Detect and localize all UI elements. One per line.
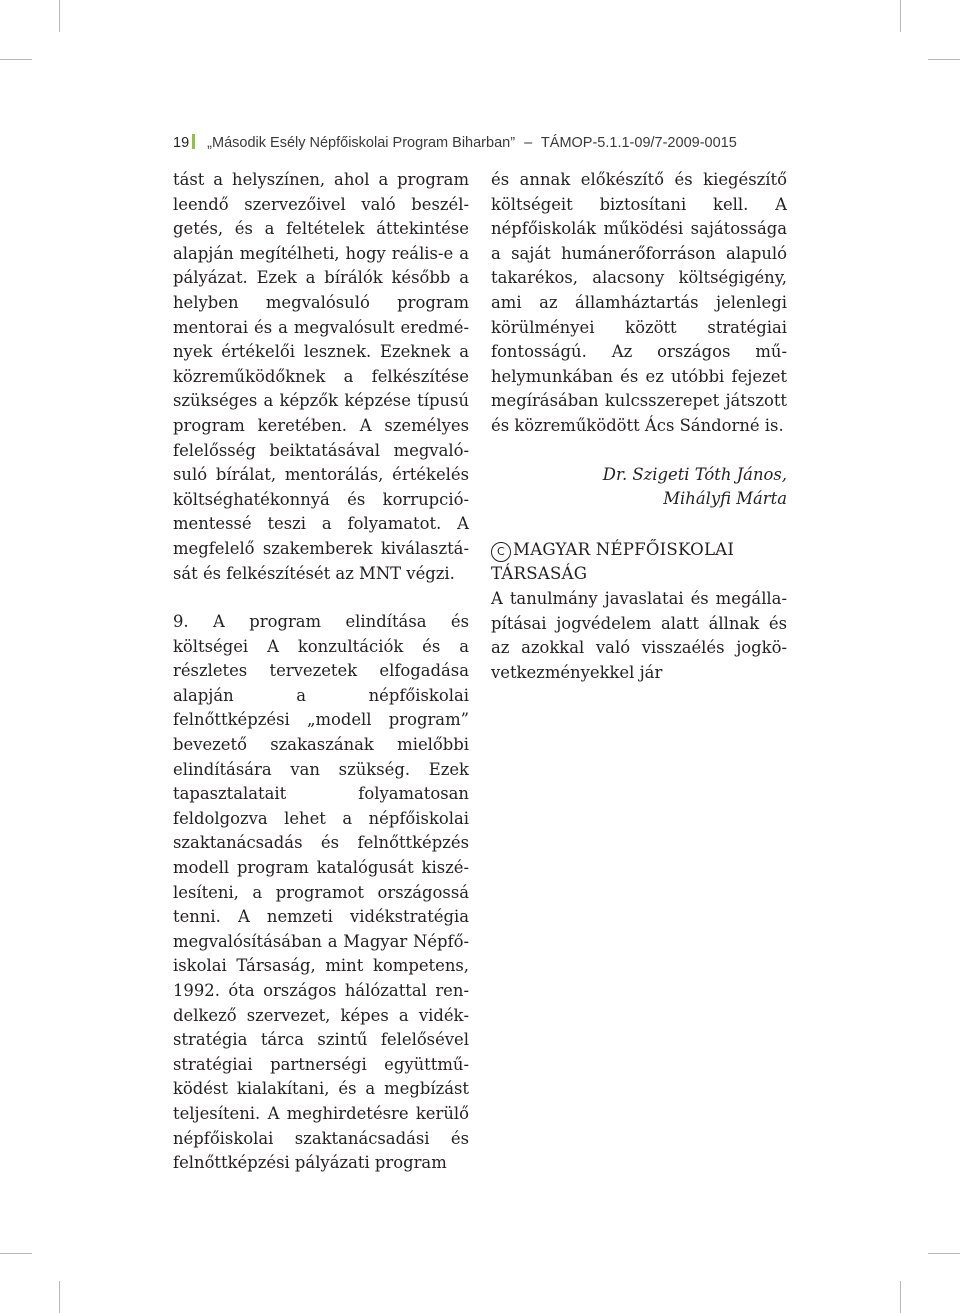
header-title: „Második Esély Népfőiskolai Program Biharban” (207, 135, 516, 151)
body-paragraph: 9. A program elindítása és költségei A konzultációk és a részletes tervezetek elfogadása alapján a népfőiskolai felnőttképzési „modell program” bevezető szakaszának mielőbbi elindítására van szükség. Ezek tapasztalatait folyamatosan feldolgozva lehet a népfőiskolai szaktanácsadás és felnőttképzés modell program katalógusát kiszélesíteni, a programot országossá tenni. A nemzeti vidékstratégia megvalósításában a Magyar Népfőiskolai Társaság, mint kompetens, 1992. óta országos hálózattal rendelkező szervezet, képes a vidékstratégia tárca szintű felelősével stratégiai partnerségi együttműködést kialakítani, és a megbízást teljesíteni. A meghirdetésre kerülő népfőiskolai szaktanácsadási és felnőttképzési pályázati program (173, 612, 469, 1173)
copyright-heading-text: MAGYAR NÉPFŐISKOLAI TÁRSASÁG (491, 539, 735, 584)
body-paragraph: és annak előkészítő és kiegészítő költségeit biztosítani kell. A népfőiskolák működési sajátossága a saját humánerőforráson alapuló takarékos, alacsony költségigény, ami az államháztartás jelenlegi körülményei között stratégiai fontosságú. Az országos műhelymunkában és ez utóbbi fejezet megírásában kulcsszerepet játszott és közreműködött Ács Sándorné is. (491, 170, 787, 435)
crop-mark (928, 59, 960, 60)
crop-mark (59, 1281, 60, 1313)
copyright-heading (491, 538, 787, 587)
header-separator: – (524, 135, 533, 151)
header-accent-bar (192, 134, 195, 149)
page-number: 19 (173, 135, 190, 151)
right-column (491, 168, 787, 685)
crop-mark (0, 1253, 32, 1254)
running-header (173, 133, 793, 153)
crop-mark (900, 1281, 901, 1313)
author-line: Dr. Szigeti Tóth János, (602, 464, 787, 484)
author-line: Mihályfi Márta (663, 489, 787, 509)
crop-mark (0, 59, 32, 60)
author-signature (491, 463, 787, 512)
copyright-notice: A tanulmány javaslatai és megállapításai jogvédelem alatt állnak és az azokkal való visszaélés jogkövetkezményekkel jár (491, 588, 787, 682)
crop-mark (900, 0, 901, 32)
crop-mark (928, 1253, 960, 1254)
body-paragraph: tást a helyszínen, ahol a program leendő szervezőivel való beszélgetés, és a feltételek áttekintése alapján megítélheti, hogy reális-e a pályázat. Ezek a bírálók később a helyben megvalósuló program mentorai és a megvalósult eredmények értékelői lesznek. Ezeknek a közreműködőknek a felkészítése szükséges a képzők képzése típusú program keretében. A személyes felelősség beiktatásával megvalósuló bírálat, mentorálás, értékelés költséghatékonnyá és korrupciómentessé teszi a folyamatot. A megfelelő szakemberek kiválasztását és felkészítését az MNT végzi. (173, 170, 469, 583)
project-code: TÁMOP-5.1.1-09/7-2009-0015 (540, 135, 737, 151)
left-column (173, 168, 469, 1176)
crop-mark (59, 0, 60, 32)
copyright-icon: C (491, 542, 511, 562)
